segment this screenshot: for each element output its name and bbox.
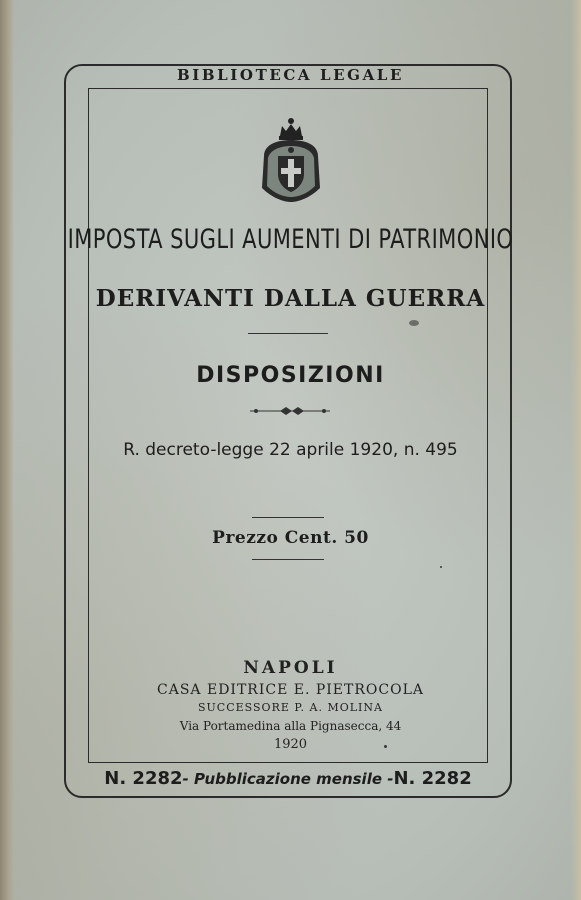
decorative-divider-icon: [250, 404, 330, 418]
main-title-line-1: IMPOSTA SUGLI AUMENTI DI PATRIMONIO: [67, 224, 514, 255]
inner-border-bottom: [88, 762, 488, 763]
paper-stain: [409, 320, 419, 326]
price-rule-bottom: [252, 559, 324, 560]
footer-frequency: - Pubblicazione mensile -: [182, 770, 394, 788]
royal-coat-of-arms-icon: [258, 116, 324, 204]
series-title: BIBLIOTECA LEGALE: [176, 66, 404, 84]
title-divider: [248, 333, 328, 334]
section-heading: DISPOSIZIONI: [196, 363, 385, 388]
footer-number-left: N. 2282: [104, 768, 183, 789]
footer-number-right: N. 2282: [393, 768, 472, 789]
price-label: Prezzo Cent. 50: [212, 528, 369, 548]
main-title-line-2: DERIVANTI DALLA GUERRA: [95, 285, 486, 312]
publisher-address: Via Portamedina alla Pignasecca, 44: [179, 719, 402, 733]
paper-speck: [440, 566, 442, 568]
price-rule-top: [252, 517, 324, 518]
publication-year: 1920: [273, 737, 308, 752]
footer-line: [64, 768, 512, 789]
decree-reference: R. decreto-legge 22 aprile 1920, n. 495: [123, 440, 458, 460]
publisher-city: NAPOLI: [243, 658, 338, 678]
publisher-house: CASA EDITRICE E. PIETROCOLA: [157, 682, 424, 698]
paper-speck: [384, 745, 387, 748]
publisher-successor: SUCCESSORE P. A. MOLINA: [198, 701, 383, 714]
inner-border-top: [88, 88, 488, 89]
